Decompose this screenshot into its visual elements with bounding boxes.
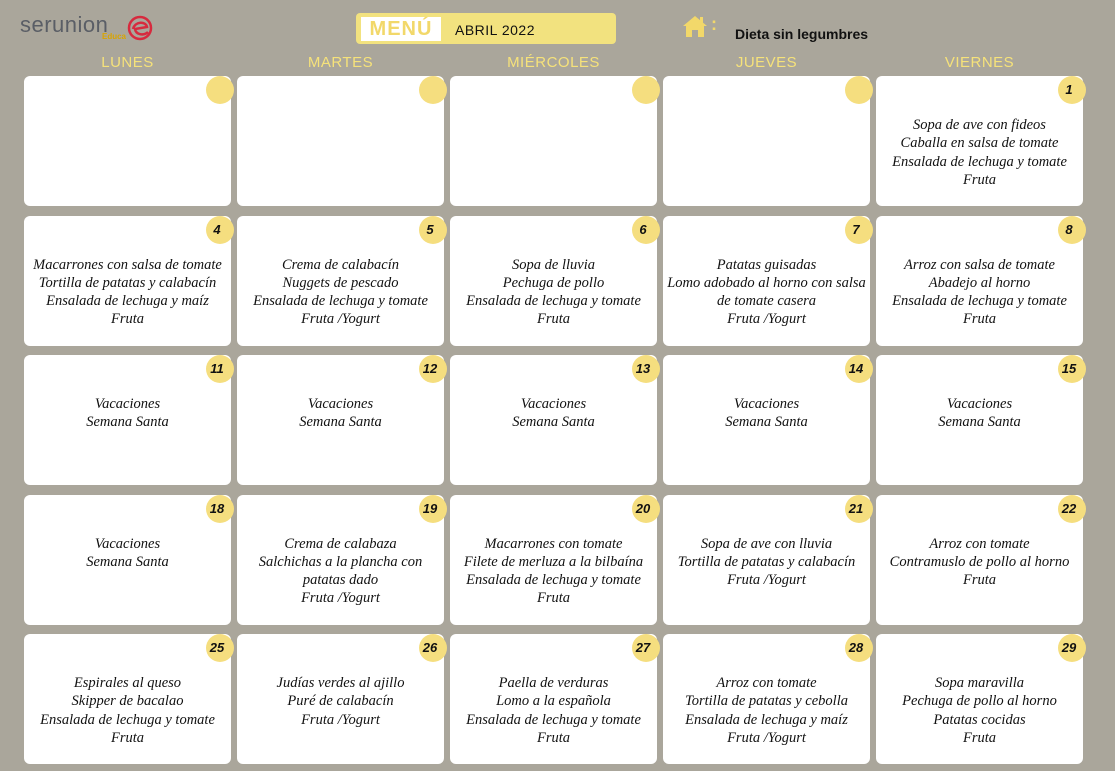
day-number: 6 xyxy=(639,221,647,237)
meal-list xyxy=(880,395,1079,432)
meal-item: Fruta xyxy=(536,729,571,746)
day-cell xyxy=(663,495,870,625)
day-number: 18 xyxy=(209,500,225,516)
meal-list xyxy=(667,395,866,432)
day-cell xyxy=(876,76,1083,206)
day-number: 20 xyxy=(635,500,651,516)
meal-item: Semana Santa xyxy=(299,414,382,431)
meal-item: Sopa de ave con fideos xyxy=(913,117,1046,133)
meal-item: Crema de calabaza xyxy=(284,535,397,552)
meal-item: Lomo adobado al horno con salsa de tomate casera xyxy=(667,274,866,310)
day-number: 14 xyxy=(848,361,864,376)
day-cell xyxy=(24,495,231,625)
meal-item: Crema de calabacín xyxy=(281,256,400,273)
meal-item: Fruta xyxy=(110,311,145,328)
meal-list xyxy=(880,256,1079,329)
day-number-badge xyxy=(845,76,873,104)
meal-item: Sopa maravilla xyxy=(934,675,1024,691)
meal-list xyxy=(880,535,1079,590)
meal-item: Lomo a la española xyxy=(496,693,611,710)
meal-item: Arroz con tomate xyxy=(716,675,817,691)
day-cell xyxy=(450,634,657,764)
meal-item: Tortilla de patatas y calabacín xyxy=(38,274,217,291)
meal-item: Salchichas a la plancha con patatas dado xyxy=(258,553,423,589)
meal-item: Ensalada de lechuga y tomate xyxy=(892,293,1067,310)
day-cell xyxy=(24,634,231,764)
meal-item: Fruta /Yogurt xyxy=(301,590,380,607)
meal-item: Vacaciones xyxy=(307,396,374,412)
day-cell xyxy=(24,355,231,485)
day-cell xyxy=(876,495,1083,625)
meal-item: Fruta /Yogurt xyxy=(727,729,806,746)
weekday-wednesday: MIÉRCOLES xyxy=(507,54,600,71)
meal-item: Semana Santa xyxy=(86,553,169,570)
weekday-friday: VIERNES xyxy=(944,54,1015,71)
meal-list xyxy=(28,395,227,432)
meal-item: Ensalada de lechuga y tomate xyxy=(466,293,641,310)
weekday-tuesday: MARTES xyxy=(307,54,374,71)
meal-item: Vacaciones xyxy=(520,396,587,412)
day-cell xyxy=(237,216,444,346)
day-number: 5 xyxy=(426,221,434,237)
day-cell xyxy=(237,76,444,206)
meal-item: Tortilla de patatas y calabacín xyxy=(677,553,856,570)
day-number: 8 xyxy=(1065,221,1073,237)
meal-item: Fruta /Yogurt xyxy=(301,711,380,728)
meal-item: Fruta xyxy=(962,171,997,188)
meal-list xyxy=(454,535,653,608)
meal-item: Semana Santa xyxy=(725,414,808,431)
meal-item: Judías verdes al ajillo xyxy=(276,675,405,691)
meal-item: Abadejo al horno xyxy=(928,274,1031,291)
meal-item: Nuggets de pescado xyxy=(282,274,399,291)
weekday-thursday: JUEVES xyxy=(735,54,798,71)
menu-label: MENÚ xyxy=(361,17,441,41)
day-number: 12 xyxy=(422,361,438,376)
day-cell xyxy=(237,495,444,625)
meal-item: Fruta /Yogurt xyxy=(301,311,380,328)
meal-item: Semana Santa xyxy=(86,414,169,431)
meal-list xyxy=(241,256,440,329)
meal-list xyxy=(667,256,866,329)
day-cell xyxy=(24,76,231,206)
meal-item: Ensalada de lechuga y tomate xyxy=(253,293,428,310)
day-number: 7 xyxy=(852,221,860,237)
meal-list xyxy=(28,256,227,329)
meal-item: Ensalada de lechuga y tomate xyxy=(892,153,1067,170)
meal-list xyxy=(667,674,866,747)
month-label: ABRIL 2022 xyxy=(455,22,535,38)
day-number: 15 xyxy=(1061,361,1077,376)
day-cell xyxy=(450,76,657,206)
meal-item: Fruta xyxy=(962,311,997,328)
meal-item: Vacaciones xyxy=(733,396,800,412)
meal-list xyxy=(241,535,440,608)
meal-list xyxy=(241,674,440,729)
day-number-badge xyxy=(632,76,660,104)
day-cell xyxy=(450,495,657,625)
day-number: 26 xyxy=(422,640,438,655)
meal-item: Ensalada de lechuga y maíz xyxy=(46,293,209,310)
weekday-monday: LUNES xyxy=(101,54,154,71)
meal-list xyxy=(28,674,227,747)
meal-list xyxy=(880,674,1079,747)
meal-item: Arroz con tomate xyxy=(929,535,1030,552)
meal-list xyxy=(880,116,1079,189)
serunion-logo xyxy=(20,12,160,46)
brand-name: serunion xyxy=(20,12,109,37)
meal-list xyxy=(28,535,227,572)
day-number: 22 xyxy=(1061,500,1077,516)
meal-item: Fruta xyxy=(110,729,145,746)
day-cell xyxy=(237,355,444,485)
meal-item: Sopa de ave con lluvia xyxy=(700,535,833,552)
day-number: 11 xyxy=(210,361,224,376)
meal-item: Puré de calabacín xyxy=(287,693,394,710)
day-cell xyxy=(663,76,870,206)
meal-item: Contramuslo de pollo al horno xyxy=(889,553,1070,570)
day-cell xyxy=(876,355,1083,485)
meal-item: Skipper de bacalao xyxy=(71,693,184,710)
day-cell xyxy=(663,355,870,485)
meal-item: Filete de merluza a la bilbaína xyxy=(463,553,644,570)
meal-item: Ensalada de lechuga y tomate xyxy=(466,572,641,589)
weekday-header xyxy=(24,54,1086,74)
meal-item: Vacaciones xyxy=(94,535,161,552)
meal-item: Caballa en salsa de tomate xyxy=(900,135,1059,152)
meal-item: Pechuga de pollo xyxy=(502,274,605,291)
meal-item: Fruta xyxy=(962,729,997,746)
meal-item: Patatas guisadas xyxy=(716,256,817,273)
day-cell xyxy=(876,634,1083,764)
menu-header xyxy=(356,13,616,44)
day-number: 27 xyxy=(635,640,651,655)
home-icon xyxy=(682,14,708,38)
day-number-badge xyxy=(206,76,234,104)
meal-item: Vacaciones xyxy=(946,396,1013,412)
meal-item: Semana Santa xyxy=(938,414,1021,431)
day-cell xyxy=(237,634,444,764)
meal-item: Fruta xyxy=(962,572,997,589)
day-number: 29 xyxy=(1061,640,1077,655)
meal-list xyxy=(241,395,440,432)
meal-item: Macarrones con tomate xyxy=(484,535,623,552)
diet-label: Dieta sin legumbres xyxy=(735,26,869,42)
meal-item: Fruta xyxy=(536,311,571,328)
meal-item: Ensalada de lechuga y tomate xyxy=(466,711,641,728)
day-number-badge xyxy=(419,76,447,104)
day-number: 21 xyxy=(848,500,864,516)
meal-list xyxy=(454,395,653,432)
meal-item: Ensalada de lechuga y maíz xyxy=(685,711,848,728)
day-number: 28 xyxy=(848,640,864,655)
day-cell xyxy=(663,634,870,764)
meal-item: Fruta /Yogurt xyxy=(727,311,806,328)
home-colon: : xyxy=(711,14,717,34)
meal-item: Patatas cocidas xyxy=(933,711,1026,728)
day-number: 1 xyxy=(1065,82,1073,97)
meal-item: Arroz con salsa de tomate xyxy=(904,256,1055,273)
day-cell xyxy=(663,216,870,346)
meal-list xyxy=(454,674,653,747)
brand-sub: Educa xyxy=(102,32,127,41)
meal-item: Fruta xyxy=(536,590,571,607)
day-number: 4 xyxy=(213,221,221,237)
meal-item: Vacaciones xyxy=(94,396,161,412)
day-number: 13 xyxy=(635,361,651,376)
day-cell xyxy=(450,355,657,485)
meal-item: Espirales al queso xyxy=(73,675,182,691)
meal-item: Fruta /Yogurt xyxy=(727,572,806,589)
meal-item: Pechuga de pollo al horno xyxy=(902,693,1057,710)
day-cell xyxy=(24,216,231,346)
meal-item: Paella de verduras xyxy=(498,675,609,691)
meal-list xyxy=(667,535,866,590)
meal-item: Ensalada de lechuga y tomate xyxy=(40,711,215,728)
brand-mark-icon xyxy=(126,14,154,42)
day-cell xyxy=(450,216,657,346)
day-number: 25 xyxy=(209,640,225,655)
meal-item: Semana Santa xyxy=(512,414,595,431)
meal-list xyxy=(454,256,653,329)
meal-item: Macarrones con salsa de tomate xyxy=(33,256,222,273)
meal-item: Tortilla de patatas y cebolla xyxy=(685,693,848,710)
day-cell xyxy=(876,216,1083,346)
meal-item: Sopa de lluvia xyxy=(512,256,595,273)
day-number: 19 xyxy=(422,500,438,516)
